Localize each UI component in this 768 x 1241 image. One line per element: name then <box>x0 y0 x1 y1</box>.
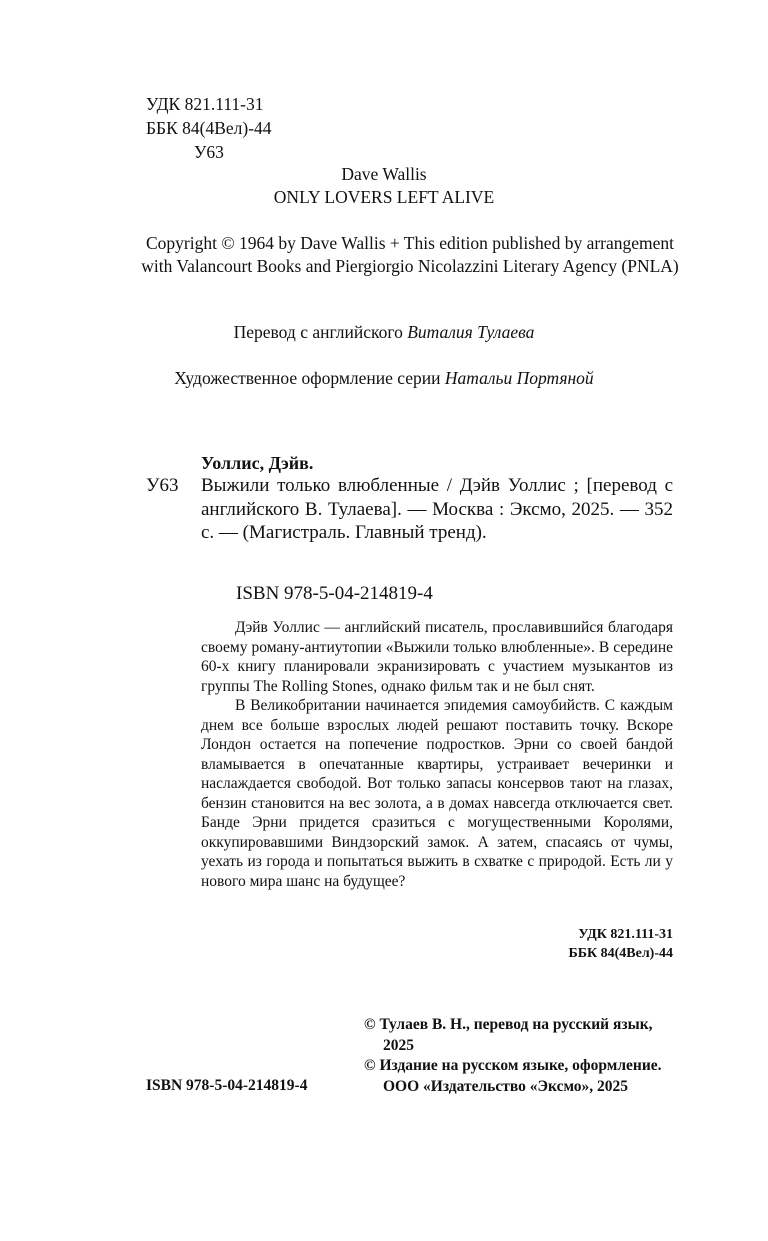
rights-translation: © Тулаев В. Н., перевод на русский язык, <box>364 1016 653 1033</box>
annotation-paragraph: Дэйв Уоллис — английский писатель, прославившийся благодаря своему роману-антиутопии «Выжили только влюбленные». В середине 60-х книгу планировали экранизировать с участием музыкантов из группы The Rolling Stones, однако фильм так и не был снят. <box>201 619 673 695</box>
annotation-paragraph: В Великобритании начинается эпидемия самоубийств. С каждым днем все больше взрослых людей решают поставить точку. Вскоре Лондон остается на попечение подростков. Эрни со своей бандой вламывается в опечатанные квартиры, устраивает вечеринки и наслаждается свободой. Вот только запасы консервов тают на глазах, бензин становится на вес золота, а в домах навсегда отключается свет. Банде Эрни придется сразиться с могущественными Королями, оккупировавшими Виндзорский замок. А затем, спасаясь от чумы, уехать из города и попытаться выжить в схватке с природой. Есть ли у нового мира шанс на будущее? <box>201 697 673 890</box>
design-credit <box>0 368 768 389</box>
bib-description: Выжили только влюбленные / Дэйв Уоллис ; [перевод с английского В. Тулаева]. — Москва : Эксмо, 2025. — 352 с. — (Магистраль. Главный тренд). <box>201 475 673 543</box>
rights-translation-year: 2025 <box>383 1036 414 1054</box>
design-prefix: Художественное оформление серии <box>174 368 441 388</box>
footer-isbn: ISBN 978-5-04-214819-4 <box>146 1077 308 1094</box>
rights-block <box>364 1015 662 1097</box>
bib-isbn: ISBN 978-5-04-214819-4 <box>236 583 433 604</box>
copyright-notice: Copyright © 1964 by Dave Wallis + This edition published by arrangement with Valancourt Books and Piergiorgio Nicolazzini Literary Agency (PNLA) <box>141 233 679 276</box>
classification-codes <box>146 92 272 164</box>
original-title: ONLY LOVERS LEFT ALIVE <box>273 187 495 207</box>
translator-name: Виталия Тулаева <box>407 322 535 342</box>
annotation <box>201 618 673 891</box>
rights-edition: © Издание на русском языке, оформление. <box>364 1057 662 1074</box>
translation-prefix: Перевод с английского <box>233 322 403 342</box>
footer-codes <box>568 925 673 963</box>
bbk-code: ББК 84(4Вел)-44 <box>146 118 272 138</box>
original-author: Dave Wallis <box>341 164 427 184</box>
rights-publisher: ООО «Издательство «Эксмо», 2025 <box>383 1077 629 1095</box>
designer-name: Натальи Портяной <box>444 368 594 388</box>
bib-author-heading: Уоллис, Дэйв. <box>201 453 314 473</box>
author-mark: У63 <box>194 142 224 162</box>
footer-udk: УДК 821.111-31 <box>578 927 673 942</box>
udk-code: УДК 821.111-31 <box>146 94 264 114</box>
footer-bbk: ББК 84(4Вел)-44 <box>568 946 673 961</box>
bib-mark: У63 <box>146 475 179 496</box>
translation-credit <box>0 322 768 343</box>
